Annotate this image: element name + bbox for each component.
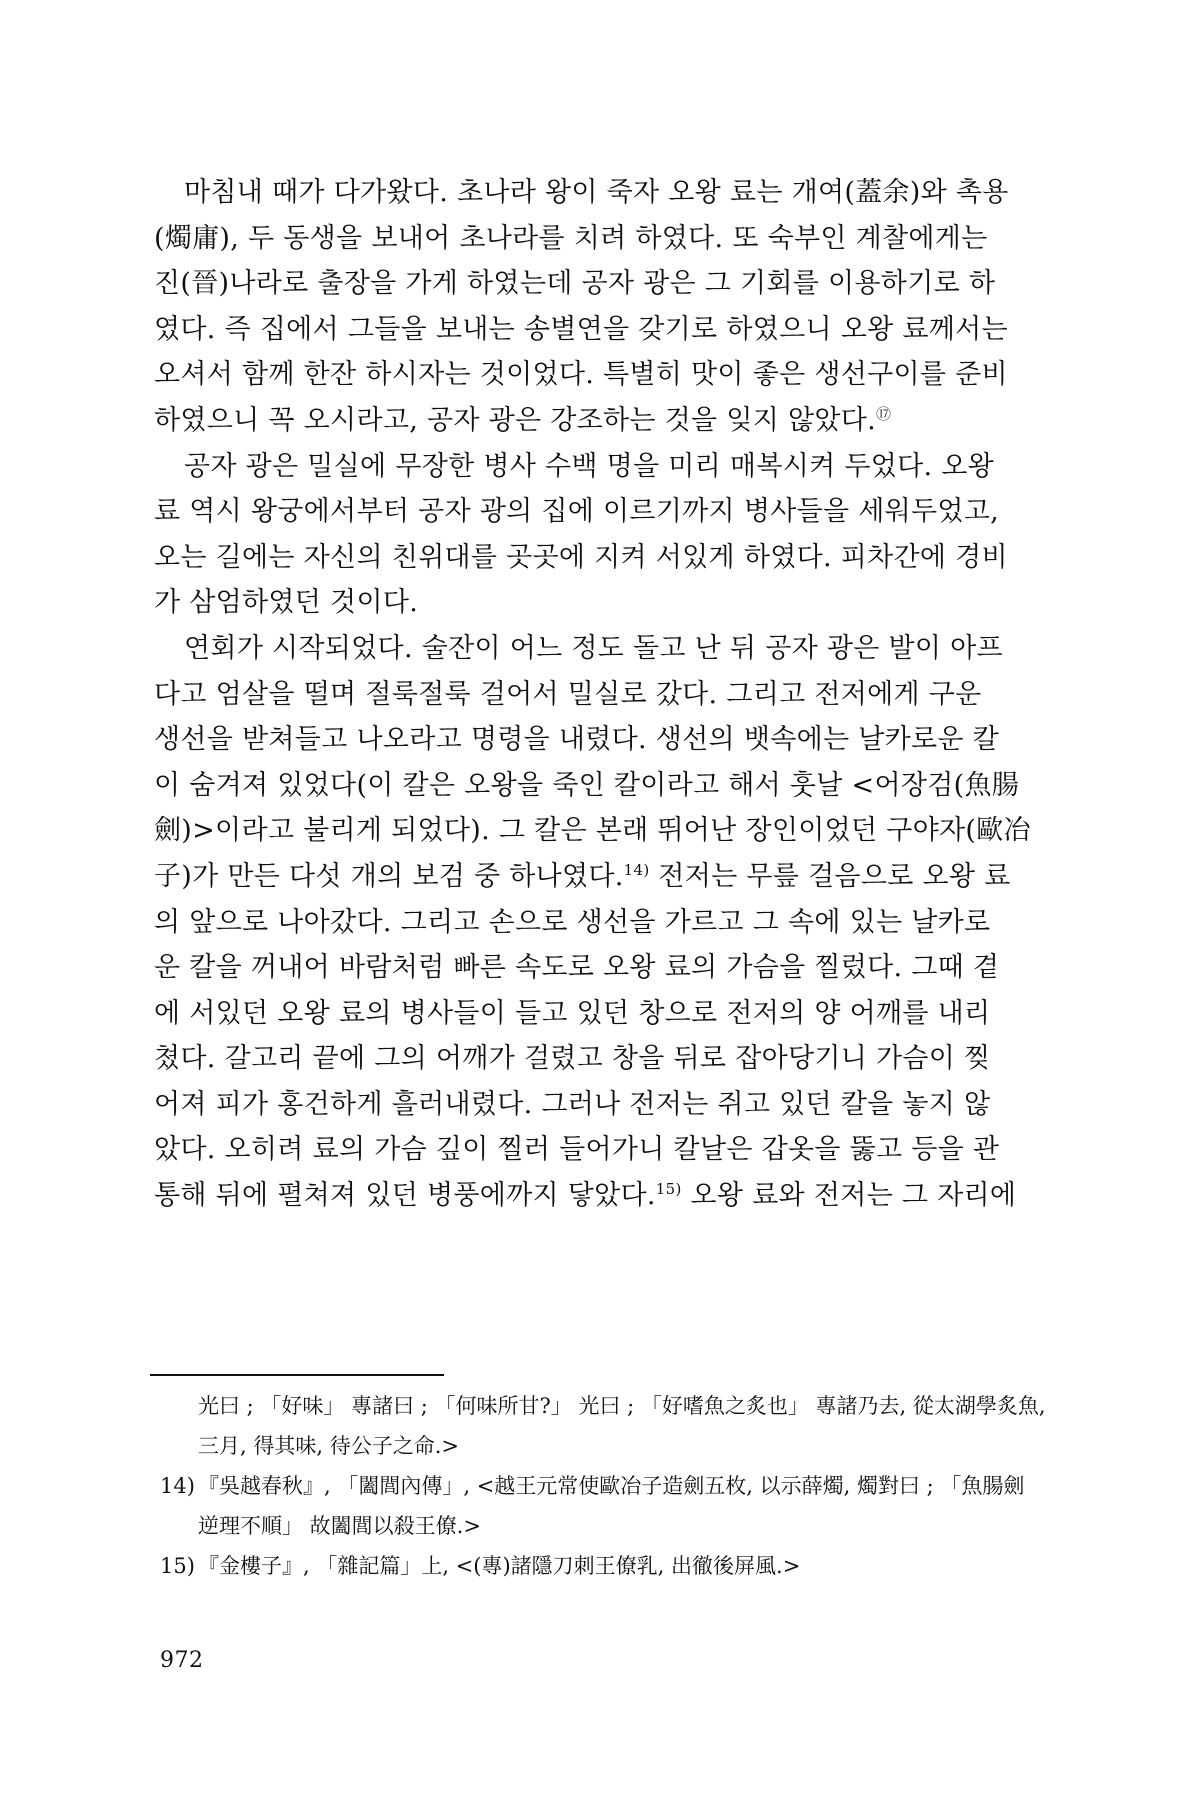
text-line: 연회가 시작되었다. 술잔이 어느 정도 돌고 난 뒤 공자 광은 발이 아프	[184, 632, 1003, 664]
text-line: 어져 피가 홍건하게 흘러내렸다. 그러나 전저는 쥐고 있던 칼을 놓지 않	[154, 1088, 991, 1120]
text-line: 이 숨겨져 있었다(이 칼은 오왕을 죽인 칼이라고 해서 훗날 <어장검(魚腸	[154, 769, 1020, 801]
text-line: 였다. 즉 집에서 그들을 보내는 송별연을 갖기로 하였으니 오왕 료께서는	[154, 313, 1008, 345]
text-line: 오셔서 함께 한잔 하시자는 것이었다. 특별히 맛이 좋은 생선구이를 준비	[154, 359, 1008, 391]
footnote-text: 『吳越春秋』, 「闔閭內傳」, <越王元常使歐冶子造劍五枚, 以示薛燭, 燭對曰 ; 「魚腸劍	[198, 1474, 1025, 1498]
line-text: 子)가 만든 다섯 개의 보검 중 하나였다.	[154, 860, 624, 892]
text-line: 쳤다. 갈고리 끝에 그의 어깨가 걸렸고 창을 뒤로 잡아당기니 가슴이 찢	[154, 1043, 991, 1075]
text-line	[154, 1173, 1054, 1219]
footnote-marker: 15)	[655, 1180, 682, 1199]
text-line	[154, 398, 1054, 444]
footnote-text: 『金樓子』, 「雜記篇」上, <(專)諸隱刀刺王僚乳, 出徹後屏風.>	[198, 1554, 801, 1578]
line-text: 전저는 무릎 걸음으로 오왕 료	[649, 860, 1011, 892]
text-line: 운 칼을 꺼내어 바람처럼 빠른 속도로 오왕 료의 가슴을 찔렀다. 그때 곁	[154, 952, 1000, 984]
text-line: 공자 광은 밀실에 무장한 병사 수백 명을 미리 매복시켜 두었다. 오왕	[184, 450, 995, 482]
text-line	[154, 854, 1054, 900]
text-line: 았다. 오히려 료의 가슴 깊이 찔러 들어가니 칼날은 갑옷을 뚫고 등을 관	[154, 1134, 1000, 1166]
text-line: 가 삼엄하였던 것이다.	[154, 587, 419, 619]
footnotes	[160, 1386, 1060, 1586]
page-number: 972	[160, 1648, 204, 1673]
paragraph	[154, 626, 1054, 1219]
footnote-separator	[150, 1374, 444, 1376]
footnote-continuation-line: 光曰 ; 「好味」 專諸曰 ; 「何味所甘?」 光曰 ; 「好嗜魚之炙也」 專諸乃去, 從太湖學炙魚,	[198, 1394, 1046, 1418]
footnote-number: 15)	[160, 1554, 195, 1578]
text-line: 마침내 때가 다가왔다. 초나라 왕이 죽자 오왕 료는 개여(蓋余)와 촉용	[184, 177, 1009, 208]
footnote-continuation-line: 三月, 得其味, 待公子之命.>	[198, 1434, 459, 1458]
line-text: 오왕 료와 전저는 그 자리에	[681, 1180, 1017, 1212]
footnote-marker: 14)	[623, 860, 650, 879]
line-text: 통해 뒤에 펼쳐져 있던 병풍에까지 닿았다.	[154, 1180, 656, 1212]
text-line: 劍)>이라고 불리게 되었다). 그 칼은 본래 뛰어난 장인이었던 구야자(歐冶	[154, 815, 1031, 847]
body-text	[154, 170, 1054, 1219]
text-line: 오는 길에는 자신의 친위대를 곳곳에 지켜 서있게 하였다. 피차간에 경비	[154, 541, 1008, 573]
line-text: 하였으니 꼭 오시라고, 공자 광은 강조하는 것을 잊지 않았다.	[154, 404, 876, 436]
footnote-15	[160, 1546, 1060, 1586]
paragraph	[154, 170, 1054, 444]
footnote-marker: ⑰	[876, 404, 892, 423]
text-line: (燭庸), 두 동생을 보내어 초나라를 치려 하였다. 또 숙부인 계찰에게는	[154, 222, 988, 254]
text-line: 의 앞으로 나아갔다. 그리고 손으로 생선을 가르고 그 속에 있는 날카로	[154, 906, 991, 938]
footnote-14	[160, 1466, 1060, 1506]
paragraph	[154, 444, 1054, 626]
footnote-number: 14)	[160, 1474, 195, 1498]
text-line: 생선을 받쳐들고 나오라고 명령을 내렸다. 생선의 뱃속에는 날카로운 칼	[154, 724, 1000, 756]
text-line: 료 역시 왕궁에서부터 공자 광의 집에 이르기까지 병사들을 세워두었고,	[154, 496, 1000, 528]
text-line: 다고 엄살을 떨며 절룩절룩 걸어서 밀실로 갔다. 그리고 전저에게 구운	[154, 678, 982, 710]
footnote-continuation-line: 逆理不順」 故闔閭以殺王僚.>	[198, 1514, 481, 1538]
text-line: 진(晉)나라로 출장을 가게 하였는데 공자 광은 그 기회를 이용하기로 하	[154, 268, 996, 300]
text-line: 에 서있던 오왕 료의 병사들이 들고 있던 창으로 전저의 양 어깨를 내리	[154, 997, 991, 1029]
